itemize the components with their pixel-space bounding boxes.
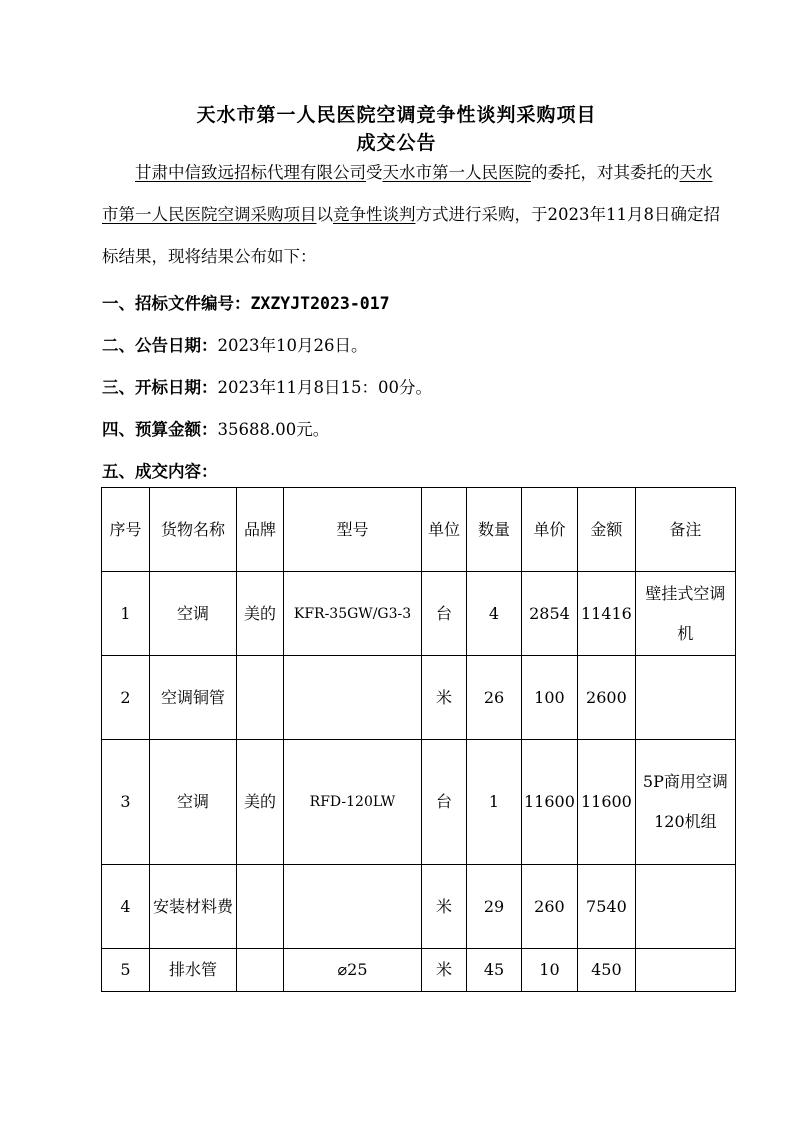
cell [284, 865, 422, 949]
item-label: 一、招标文件编号： [102, 294, 251, 313]
cell: 29 [467, 865, 522, 949]
cell: 2600 [577, 656, 635, 740]
header-cell: 品牌 [237, 488, 284, 572]
cell [237, 656, 284, 740]
table-row [102, 949, 736, 992]
cell: 260 [522, 865, 578, 949]
cell: 7540 [577, 865, 635, 949]
intro-paragraph [102, 152, 722, 278]
cell: 台 [422, 740, 467, 865]
intro-text: 方式进行采购，于2023年11月8日确定招标结果，现将结果公布如下： [102, 205, 720, 266]
item-label: 二、公告日期： [102, 336, 218, 355]
cell: 11416 [577, 572, 635, 656]
cell: 排水管 [150, 949, 237, 992]
cell: 壁挂式空调机 [635, 572, 735, 656]
cell: ⌀25 [284, 949, 422, 992]
cell: 45 [467, 949, 522, 992]
cell [237, 865, 284, 949]
cell: RFD-120LW [284, 740, 422, 865]
header-cell: 序号 [102, 488, 150, 572]
item-budget [102, 416, 329, 440]
cell: 2 [102, 656, 150, 740]
cell: 11600 [522, 740, 578, 865]
cell: 5 [102, 949, 150, 992]
cell: 1 [467, 740, 522, 865]
item-opening-date [102, 374, 432, 398]
item-value: 2023年11月8日15：00分。 [217, 378, 432, 397]
cell: 空调铜管 [150, 656, 237, 740]
item-announce-date [102, 332, 367, 356]
document-subtitle: 成交公告 [356, 132, 437, 154]
cell: 5P商用空调 120机组 [635, 740, 735, 865]
cell: 安装材料费 [150, 865, 237, 949]
cell [635, 865, 735, 949]
intro-text: 以 [316, 205, 333, 224]
cell: 10 [522, 949, 578, 992]
cell: 2854 [522, 572, 578, 656]
table-row [102, 572, 736, 656]
project-name: 天水市第一人民医院空调采购项目 [102, 163, 713, 224]
table-row [102, 740, 736, 865]
cell: 4 [102, 865, 150, 949]
table-header-row [102, 488, 736, 572]
cell: KFR-35GW/G3-3 [284, 572, 422, 656]
cell [635, 656, 735, 740]
cell: 空调 [150, 572, 237, 656]
cell: 美的 [237, 572, 284, 656]
cell: 450 [577, 949, 635, 992]
cell: 米 [422, 656, 467, 740]
cell [284, 656, 422, 740]
header-cell: 金额 [577, 488, 635, 572]
item-deal-content [102, 458, 218, 482]
item-label: 五、成交内容： [102, 462, 218, 481]
cell: 米 [422, 949, 467, 992]
cell: 台 [422, 572, 467, 656]
item-value: 35688.00元。 [217, 420, 330, 439]
item-file-number [102, 290, 390, 314]
cell: 1 [102, 572, 150, 656]
cell: 空调 [150, 740, 237, 865]
item-label: 四、预算金额： [102, 420, 218, 439]
cell: 4 [467, 572, 522, 656]
cell [237, 949, 284, 992]
cell [635, 949, 735, 992]
cell: 26 [467, 656, 522, 740]
procurement-method: 竞争性谈判 [333, 205, 416, 224]
cell: 11600 [577, 740, 635, 865]
item-value: 2023年10月26日。 [217, 336, 368, 355]
document-title: 天水市第一人民医院空调竞争性谈判采购项目 [196, 104, 597, 126]
results-table [101, 487, 736, 992]
intro-text: 的委托，对其委托的 [531, 163, 680, 182]
cell: 100 [522, 656, 578, 740]
cell: 美的 [237, 740, 284, 865]
header-cell: 型号 [284, 488, 422, 572]
cell: 3 [102, 740, 150, 865]
header-cell: 单位 [422, 488, 467, 572]
header-cell: 备注 [635, 488, 735, 572]
header-cell: 单价 [522, 488, 578, 572]
client-name: 天水市第一人民医院 [382, 163, 531, 182]
table-row [102, 865, 736, 949]
agency-name: 甘肃中信致远招标代理有限公司 [135, 163, 366, 182]
header-cell: 货物名称 [150, 488, 237, 572]
intro-text: 受 [366, 163, 383, 182]
item-value: ZXZYJT2023-017 [250, 294, 390, 313]
header-cell: 数量 [467, 488, 522, 572]
item-label: 三、开标日期： [102, 378, 218, 397]
cell: 米 [422, 865, 467, 949]
table-row [102, 656, 736, 740]
